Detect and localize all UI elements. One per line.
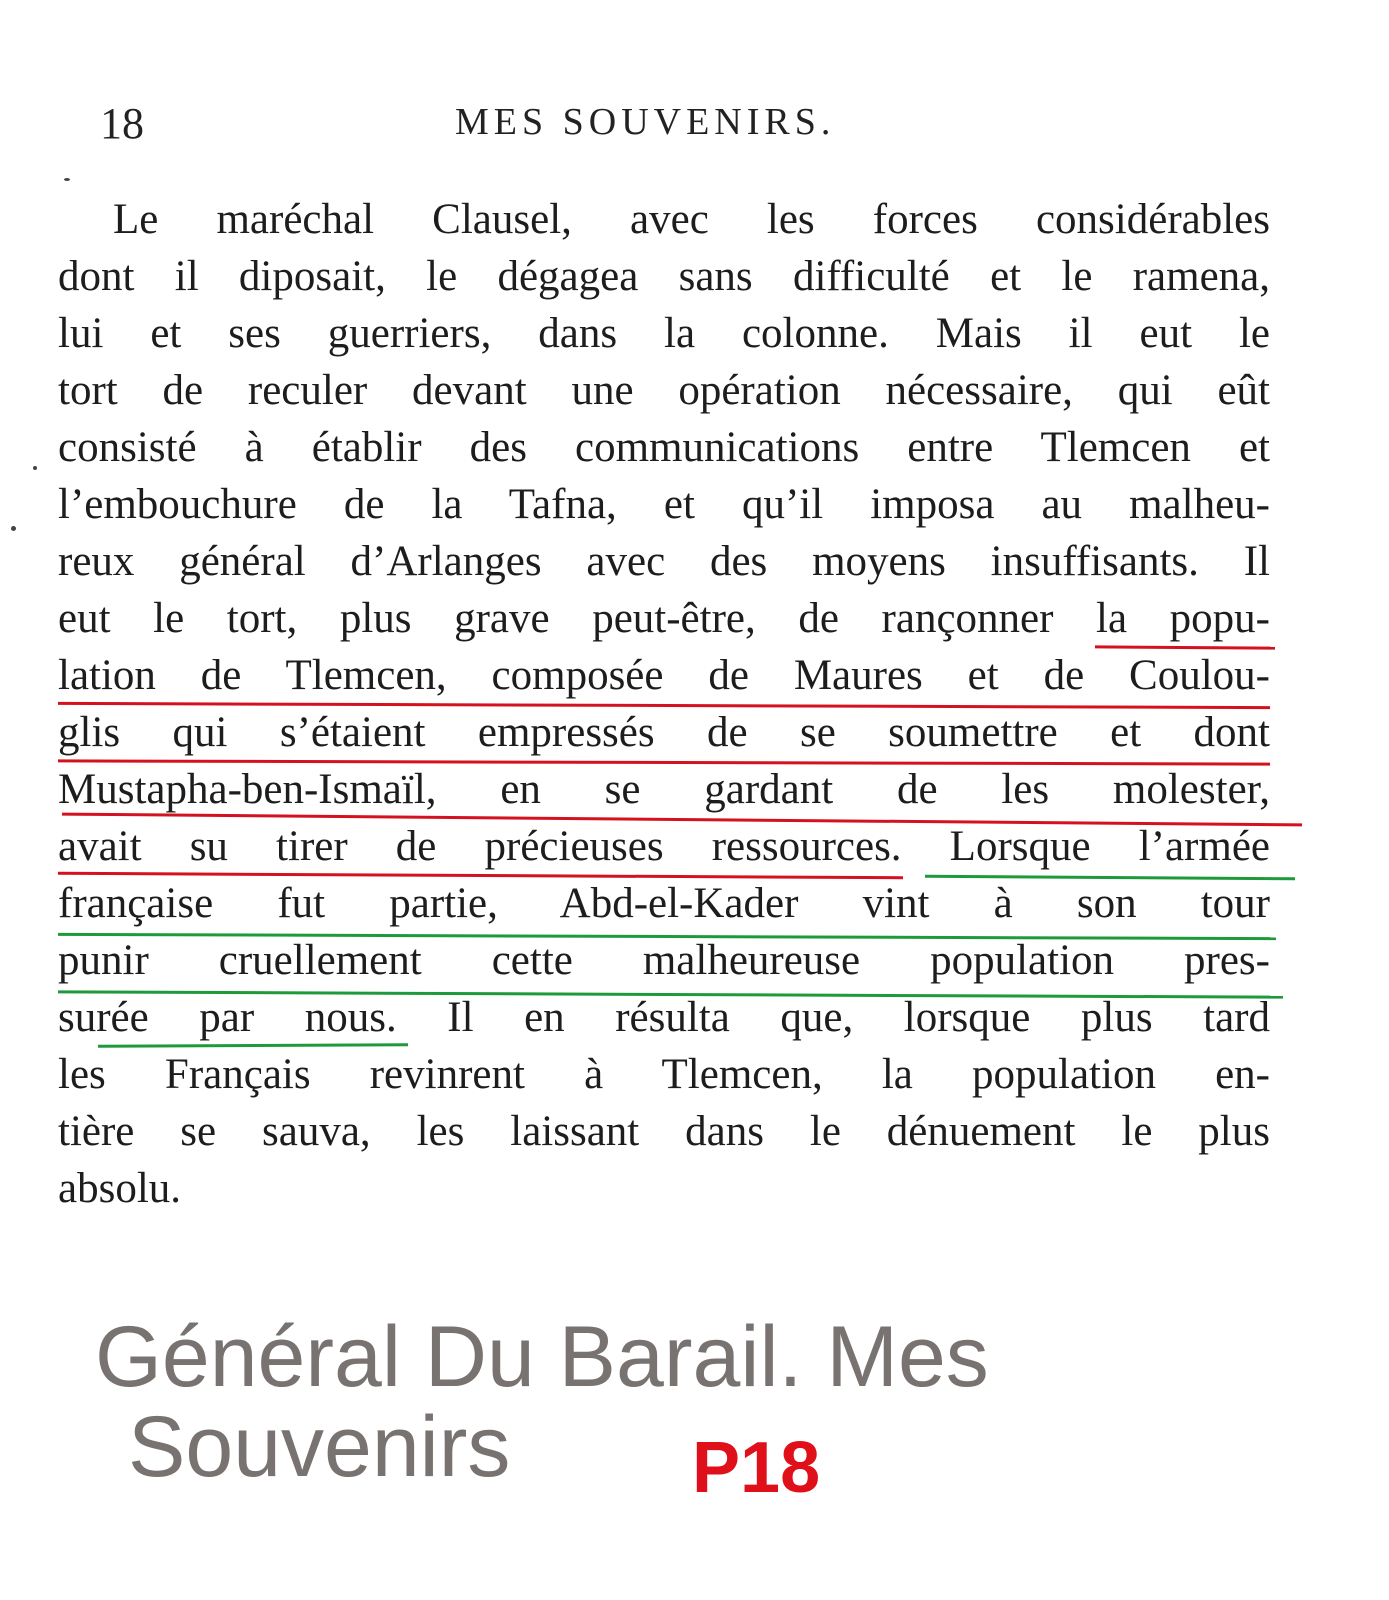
text-line: les Français revinrent à Tlemcen, la population en- [58,1051,1270,1098]
text-line: absolu. [58,1165,182,1212]
text-line: eut le tort, plus grave peut-être, de rançonner la popu- [58,595,1270,642]
text-line: consisté à établir des communications entre Tlemcen et [58,424,1270,471]
text-line: lui et ses guerriers, dans la colonne. Mais il eut le [58,310,1270,357]
page-reference: P18 [692,1428,821,1508]
text-line: Mustapha-ben-Ismaïl, en se gardant de les molester, [58,766,1270,813]
text-line: surée par nous. Il en résulta que, lorsque plus tard [58,994,1270,1041]
text-line: punir cruellement cette malheureuse population pres- [58,937,1270,984]
text-line: glis qui s’étaient empressés de se soumettre et dont [58,709,1270,756]
text-line: lation de Tlemcen, composée de Maures et de Coulou- [58,652,1270,699]
scan-speck [11,526,16,531]
page-number: 18 [100,99,144,148]
scan-speck [64,178,70,181]
text-line: l’embouchure de la Tafna, et qu’il imposa au malheu- [58,481,1270,528]
text-line: tort de reculer devant une opération nécessaire, qui eût [58,367,1270,414]
text-line: Le maréchal Clausel, avec les forces considérables [113,196,1270,243]
source-caption-line1: Général Du Barail. Mes [95,1309,989,1405]
text-line: tière se sauva, les laissant dans le dénuement le plus [58,1108,1270,1155]
text-line: reux général d’Arlanges avec des moyens insuffisants. Il [58,538,1270,585]
text-line: avait su tirer de précieuses ressources. Lorsque l’armée [58,823,1270,870]
text-line: dont il diposait, le dégagea sans difficulté et le ramena, [58,253,1270,300]
running-title: MES SOUVENIRS. [455,101,836,143]
source-caption-line2: Souvenirs [128,1399,511,1495]
text-line: française fut partie, Abd-el-Kader vint à son tour [58,880,1270,927]
scan-speck [33,466,37,470]
